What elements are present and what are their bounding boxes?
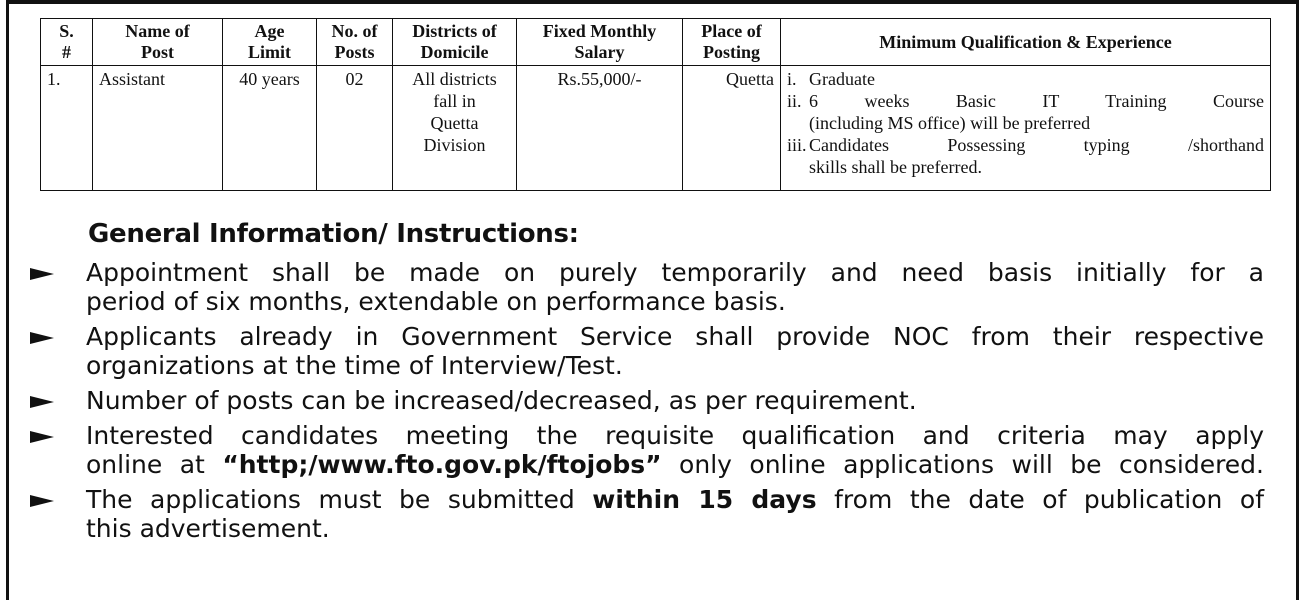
header-salary: Fixed Monthly Salary (517, 19, 683, 66)
section-title: General Information/ Instructions: (88, 219, 579, 249)
header-domicile: Districts of Domicile (393, 19, 517, 66)
arrow-bullet-icon (30, 431, 54, 443)
table-header-row (41, 19, 1271, 66)
general-information-section (0, 210, 1304, 549)
header-post-name: Name of Post (93, 19, 223, 66)
header-qualification: Minimum Qualification & Experience (781, 19, 1271, 66)
cell-post-name: Assistant (93, 66, 223, 191)
cell-posting: Quetta (683, 66, 781, 191)
header-age-limit: Age Limit (223, 19, 317, 66)
list-item: The applications must be submitted within 15 days from the date of publication of this advertisement. (0, 485, 1304, 543)
arrow-bullet-icon (30, 268, 54, 280)
cell-salary: Rs.55,000/- (517, 66, 683, 191)
cell-domicile: All districts fall in Quetta Division (393, 66, 517, 191)
cell-serial: 1. (41, 66, 93, 191)
header-posting: Place of Posting (683, 19, 781, 66)
header-no-of-posts: No. of Posts (317, 19, 393, 66)
cell-age-limit: 40 years (223, 66, 317, 191)
list-item: Interested candidates meeting the requisite qualification and criteria may apply online at “http;/www.fto.gov.pk/ftojobs” only online applications will be considered. (0, 421, 1304, 479)
arrow-bullet-icon (30, 332, 54, 344)
page-frame-top (6, 0, 1299, 4)
qualification-item: i. Graduate (787, 69, 875, 89)
posts-table (40, 18, 1271, 191)
arrow-bullet-icon (30, 495, 54, 507)
list-item: Number of posts can be increased/decreased, as per requirement. (0, 386, 1304, 415)
instructions-list (0, 258, 1304, 543)
list-item: Appointment shall be made on purely temporarily and need basis initially for a period of six months, extendable on performance basis. (0, 258, 1304, 316)
application-link: “http;/www.fto.gov.pk/ftojobs” (222, 450, 662, 479)
qualification-item: iii. Candidates Possessing typing /shorthand skills shall be preferred. (787, 135, 1264, 177)
arrow-bullet-icon (30, 396, 54, 408)
qualification-item: ii. 6 weeks Basic IT Training Course (including MS office) will be preferred (787, 91, 1264, 133)
deadline-emphasis: within 15 days (592, 485, 817, 514)
list-item: Applicants already in Government Service shall provide NOC from their respective organizations at the time of Interview/Test. (0, 322, 1304, 380)
cell-qualification (781, 66, 1271, 191)
table-row (41, 66, 1271, 191)
header-serial: S. # (41, 19, 93, 66)
cell-no-of-posts: 02 (317, 66, 393, 191)
